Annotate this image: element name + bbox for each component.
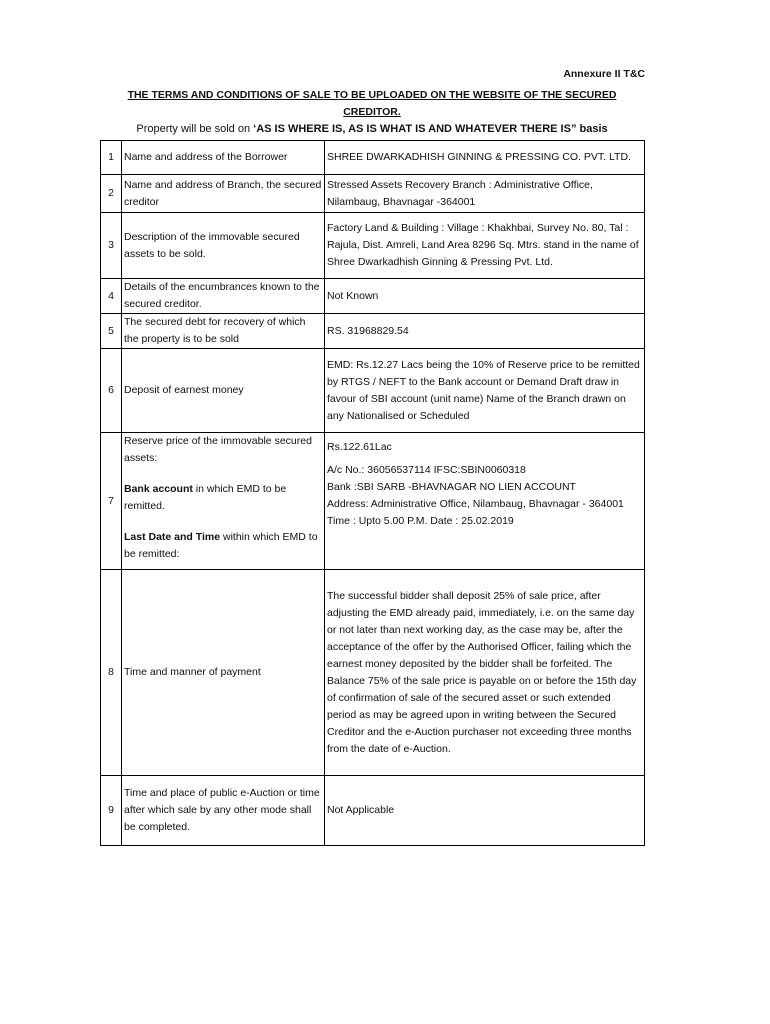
row-value: Factory Land & Building : Village : Khakhbai, Survey No. 80, Tal : Rajula, Dist. Amreli, Land Area 8296 Sq. Mtrs. stand in the name of Shree Dwarkadhish Ginning & Pressing Pvt. Ltd. bbox=[325, 213, 645, 279]
bank-account-label-bold: Bank account bbox=[124, 483, 193, 495]
bank-name: Bank :SBI SARB -BHAVNAGAR NO LIEN ACCOUNT bbox=[327, 481, 576, 493]
row-number: 2 bbox=[101, 175, 122, 213]
row-number: 6 bbox=[101, 349, 122, 433]
row-item: Name and address of Branch, the secured creditor bbox=[122, 175, 325, 213]
table-row bbox=[101, 349, 645, 433]
row-item: Time and place of public e-Auction or time after which sale by any other mode shall be completed. bbox=[122, 776, 325, 846]
row-item: Details of the encumbrances known to the secured creditor. bbox=[122, 279, 325, 314]
bank-address: Address: Administrative Office, Nilambaug, Bhavnagar - 364001 bbox=[327, 498, 624, 510]
document-title: THE TERMS AND CONDITIONS OF SALE TO BE UPLOADED ON THE WEBSITE OF THE SECURED CREDITOR. bbox=[127, 89, 617, 118]
row-number: 5 bbox=[101, 314, 122, 349]
property-prefix: Property will be sold on bbox=[136, 123, 254, 135]
row-value: Not Applicable bbox=[325, 776, 645, 846]
row-item: Name and address of the Borrower bbox=[122, 141, 325, 175]
last-date-label-bold: Last Date and Time bbox=[124, 531, 221, 543]
row-number: 9 bbox=[101, 776, 122, 846]
table-row bbox=[101, 433, 645, 570]
table-row bbox=[101, 279, 645, 314]
row-item: Description of the immovable secured assets to be sold. bbox=[122, 213, 325, 279]
last-date-label bbox=[124, 529, 322, 563]
table-row bbox=[101, 570, 645, 776]
reserve-price-value: Rs.122.61Lac bbox=[327, 441, 392, 453]
terms-table bbox=[100, 140, 645, 846]
row-number: 3 bbox=[101, 213, 122, 279]
table-row bbox=[101, 213, 645, 279]
row-number: 1 bbox=[101, 141, 122, 175]
property-basis-line bbox=[100, 122, 644, 136]
bank-account-label-rest: in which EMD to be remitted. bbox=[124, 483, 287, 512]
row-item: Deposit of earnest money bbox=[122, 349, 325, 433]
bank-account-number: A/c No.: 36056537114 IFSC:SBIN0060318 bbox=[327, 464, 526, 476]
row-number: 4 bbox=[101, 279, 122, 314]
row-item: Time and manner of payment bbox=[122, 570, 325, 776]
table-row bbox=[101, 141, 645, 175]
row-value: Stressed Assets Recovery Branch : Administrative Office, Nilambaug, Bhavnagar -364001 bbox=[325, 175, 645, 213]
table-row bbox=[101, 175, 645, 213]
row-value: EMD: Rs.12.27 Lacs being the 10% of Reserve price to be remitted by RTGS / NEFT to the Bank account or Demand Draft draw in favour of SBI account (unit name) Name of the Branch drawn on any Nationalised or Scheduled bbox=[325, 349, 645, 433]
row-number: 8 bbox=[101, 570, 122, 776]
reserve-price-label: Reserve price of the immovable secured assets: bbox=[124, 435, 312, 464]
row-value: The successful bidder shall deposit 25% of sale price, after adjusting the EMD already paid, immediately, i.e. on the same day or not later than next working day, as the case may be, after the acceptance of the offer by the Authorised Officer, failing which the earnest money deposited by the bidder shall be forfeited. The Balance 75% of the sale price is payable on or before the 15th day of confirmation of sale of the secured asset or such extended period as may be agreed upon in writing between the Secured Creditor and the e-Auction purchaser not exceeding three months from the date of e-Auction. bbox=[325, 570, 645, 776]
row-item-reserve-bank-date bbox=[122, 433, 325, 570]
table-row bbox=[101, 776, 645, 846]
annexure-label: Annexure II T&C bbox=[563, 68, 645, 80]
row-number: 7 bbox=[101, 433, 122, 570]
property-basis: ‘AS IS WHERE IS, AS IS WHAT IS AND WHATEVER THERE IS” basis bbox=[253, 123, 608, 135]
row-value-reserve-bank-date bbox=[325, 433, 645, 570]
row-item: The secured debt for recovery of which the property is to be sold bbox=[122, 314, 325, 349]
last-date-value: Time : Upto 5.00 P.M. Date : 25.02.2019 bbox=[327, 515, 514, 527]
row-value: SHREE DWARKADHISH GINNING & PRESSING CO. PVT. LTD. bbox=[325, 141, 645, 175]
row-value: RS. 31968829.54 bbox=[325, 314, 645, 349]
table-row bbox=[101, 314, 645, 349]
last-date-label-rest: within which EMD to be remitted: bbox=[124, 531, 318, 560]
row-value: Not Known bbox=[325, 279, 645, 314]
bank-account-label bbox=[124, 481, 322, 515]
